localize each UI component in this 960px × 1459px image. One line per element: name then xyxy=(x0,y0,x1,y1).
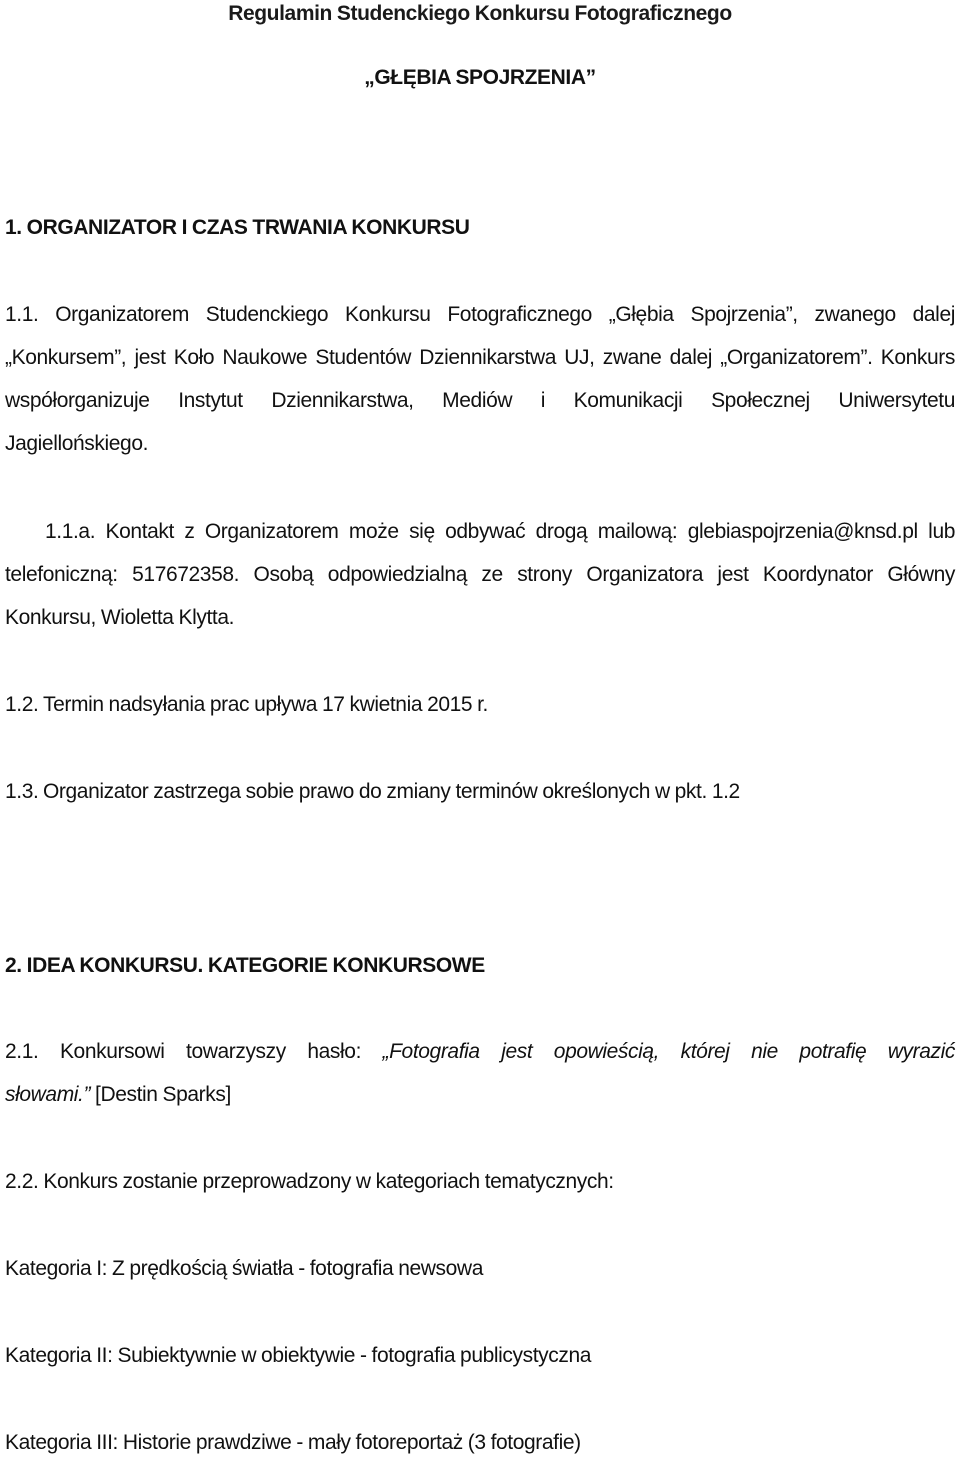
paragraph-1-2 xyxy=(5,693,955,717)
paragraph-1-1-line-1: 1.1. Organizatorem Studenckiego Konkursu Fotograficznego „Głębia Spojrzenia”, zwanego dalej xyxy=(5,303,955,326)
paragraph-1-3-text: Organizator zastrzega sobie prawo do zmiany terminów określonych w pkt. 1.2 xyxy=(43,780,740,803)
paragraph-1-1-line-2: „Konkursem”, jest Koło Naukowe Studentów Dziennikarstwa UJ, zwane dalej „Organizatorem”. Konkurs xyxy=(5,346,955,369)
paragraph-2-1-quote: „Fotografia jest opowieścią, której nie potrafię wyrazić xyxy=(382,1040,955,1063)
paragraph-1-1-line-4: Jagiellońskiego. xyxy=(5,432,149,455)
category-item-1: Kategoria I: Z prędkością światła - fotografia newsowa xyxy=(5,1257,483,1280)
paragraph-2-1-line-2 xyxy=(5,1083,955,1107)
paragraph-1-3-number: 1.3. xyxy=(5,780,39,803)
document-title: Regulamin Studenckiego Konkursu Fotograficznego xyxy=(228,2,732,25)
paragraph-1-2-number: 1.2. xyxy=(5,693,39,716)
paragraph-1-1a-line-1: 1.1.a. Kontakt z Organizatorem może się odbywać drogą mailową: glebiaspojrzenia@knsd.pl lub xyxy=(45,520,955,543)
category-item-2: Kategoria II: Subiektywnie w obiektywie - fotografia publicystyczna xyxy=(5,1344,592,1367)
paragraph-2-1-author: [Destin Sparks] xyxy=(95,1083,231,1106)
paragraph-1-1-line-3: współorganizuje Instytut Dziennikarstwa, Mediów i Komunikacji Społecznej Uniwersytetu xyxy=(5,389,955,412)
paragraph-1-1a-line-3: Konkursu, Wioletta Klytta. xyxy=(5,606,235,629)
paragraph-2-1-prefix: 2.1. Konkursowi towarzyszy hasło: xyxy=(5,1040,362,1063)
section-1-heading: 1. ORGANIZATOR I CZAS TRWANIA KONKURSU xyxy=(5,216,470,239)
paragraph-1-1a-line-2: telefoniczną: 517672358. Osobą odpowiedzialną ze strony Organizatora jest Koordynator Główny xyxy=(5,563,955,586)
paragraph-2-2: 2.2. Konkurs zostanie przeprowadzony w kategoriach tematycznych: xyxy=(5,1170,614,1193)
paragraph-1-2-text: Termin nadsyłania prac upływa 17 kwietnia 2015 r. xyxy=(43,693,488,716)
document-subtitle: „GŁĘBIA SPOJRZENIA” xyxy=(364,66,596,89)
paragraph-2-1-line-1 xyxy=(5,1040,955,1064)
category-item-3: Kategoria III: Historie prawdziwe - mały fotoreportaż (3 fotografie) xyxy=(5,1431,581,1454)
section-2-heading: 2. IDEA KONKURSU. KATEGORIE KONKURSOWE xyxy=(5,954,485,977)
paragraph-2-1-quote-end: słowami.” xyxy=(5,1083,91,1106)
paragraph-1-3 xyxy=(5,780,955,804)
